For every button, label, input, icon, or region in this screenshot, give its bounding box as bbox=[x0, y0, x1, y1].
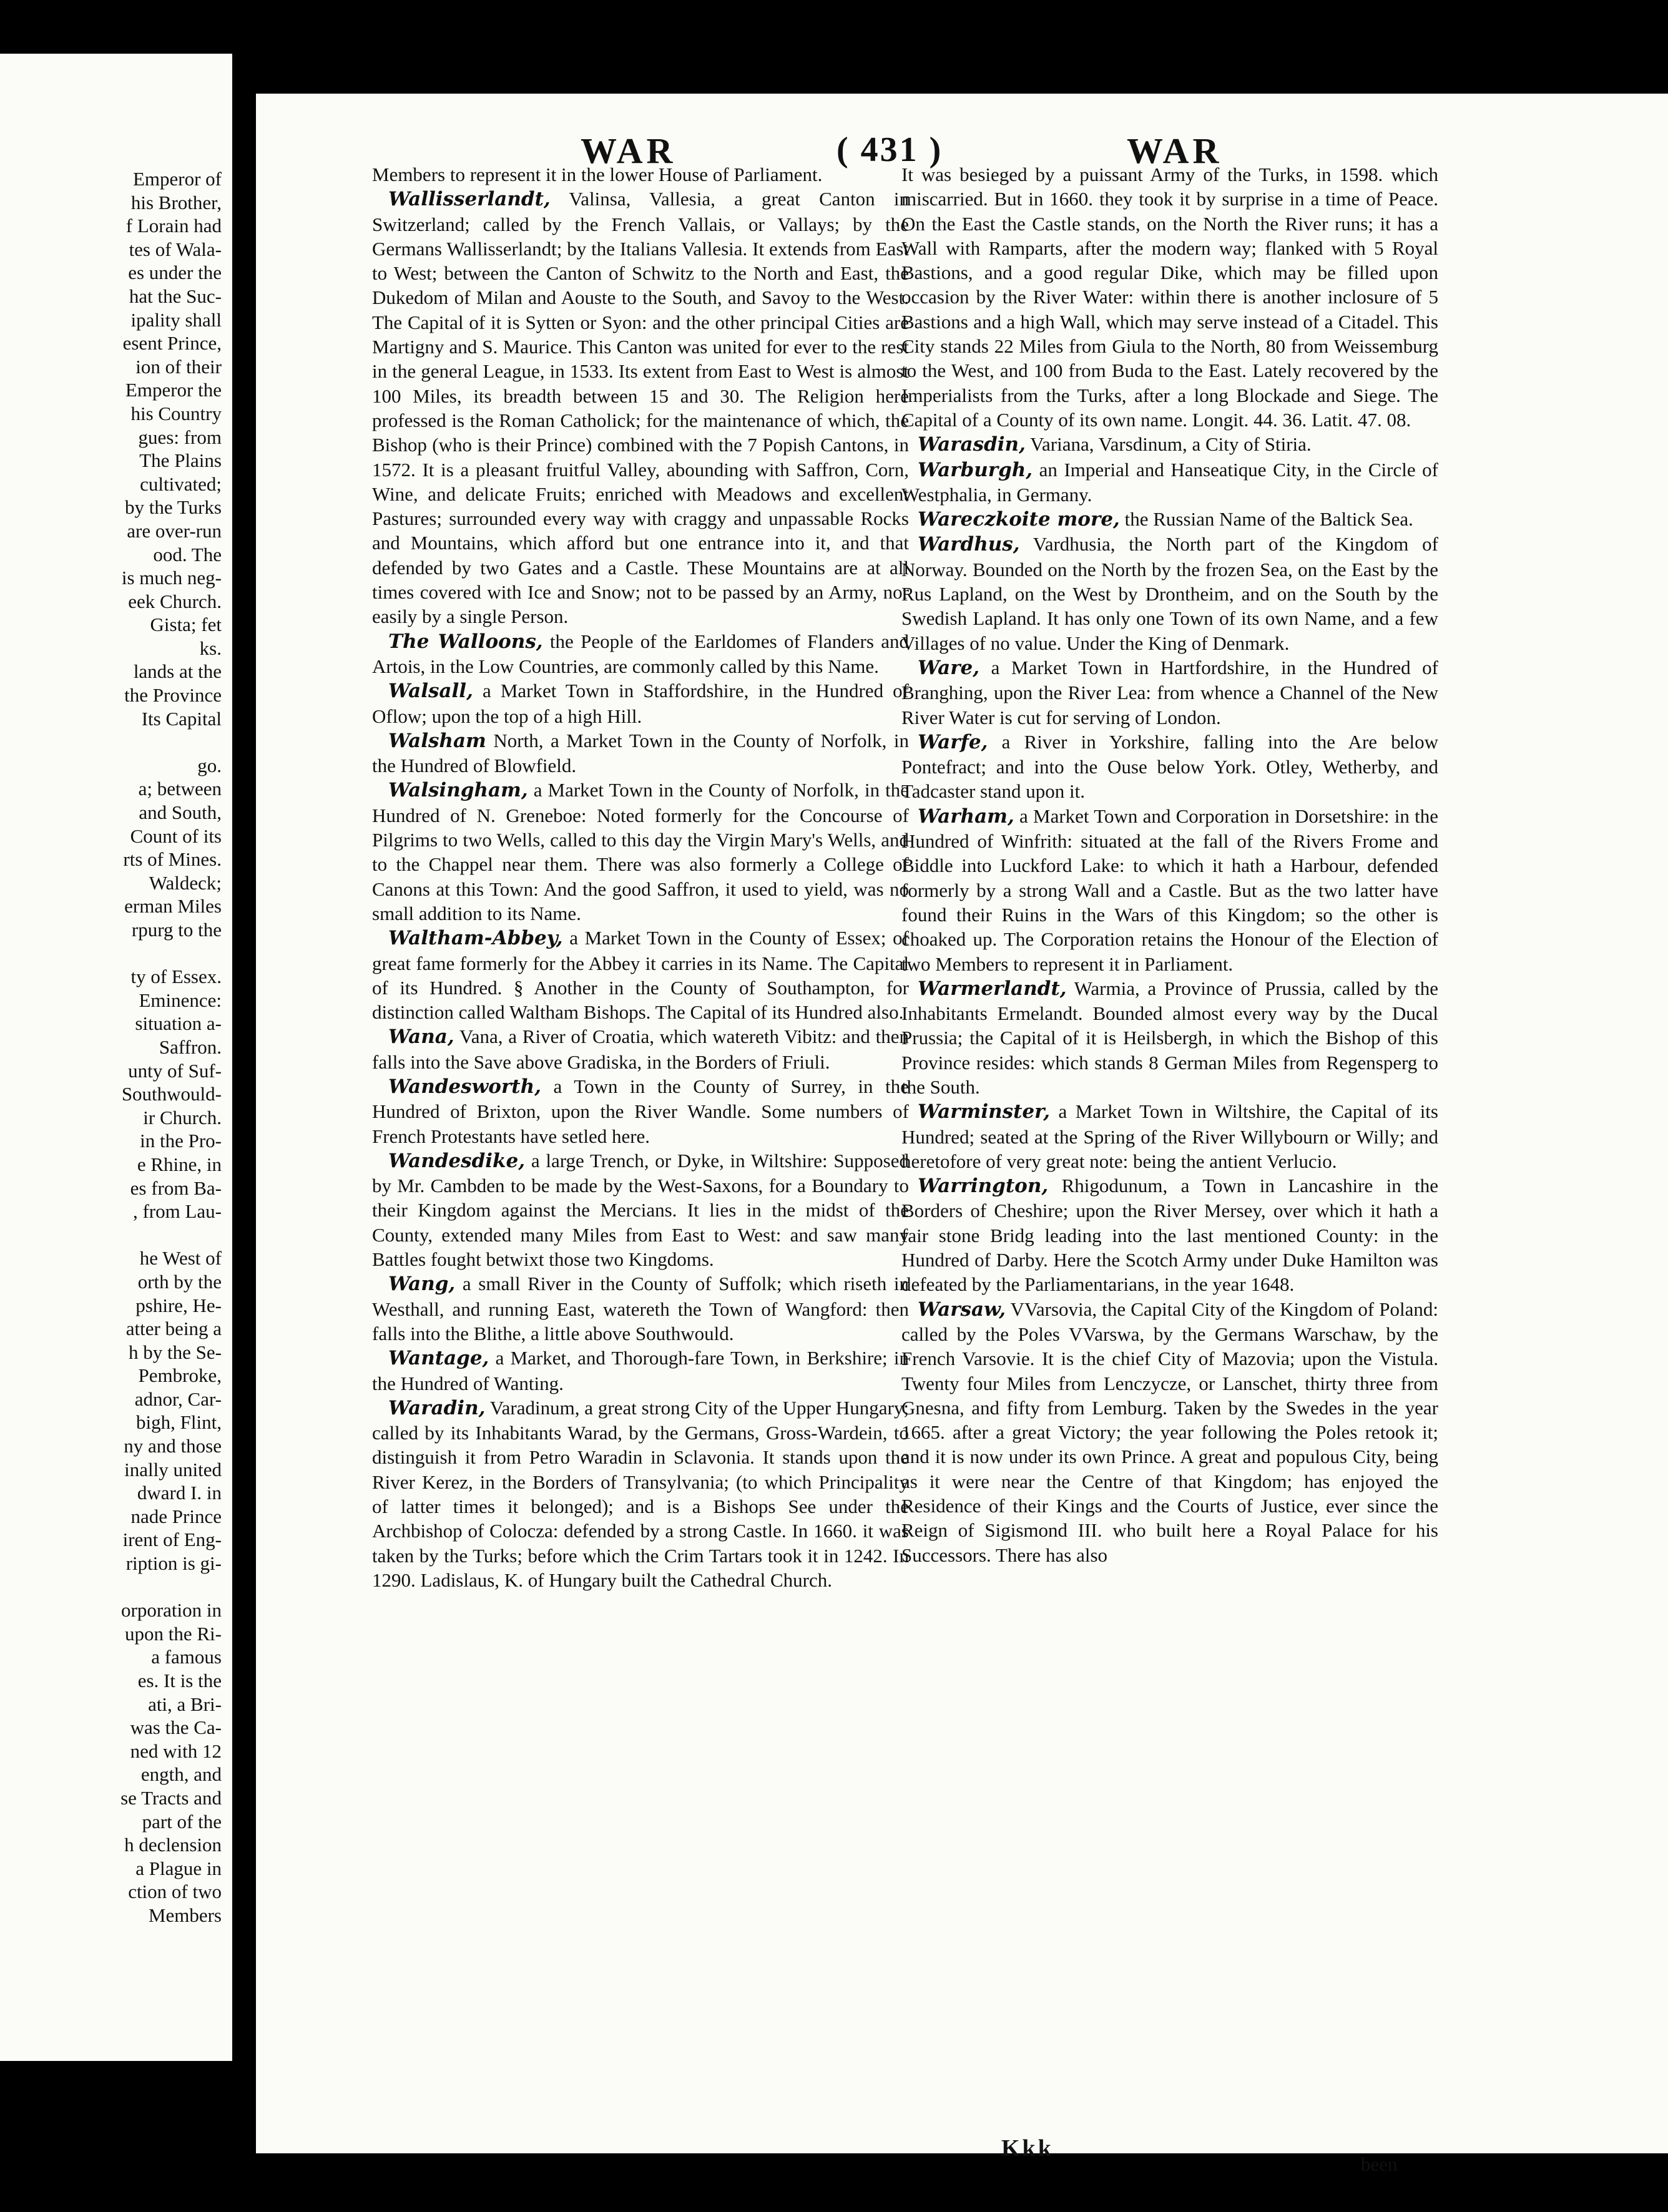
fragment-line: situation a- bbox=[135, 1012, 222, 1035]
fragment-line: e Rhine, in bbox=[137, 1153, 222, 1175]
entry-text: a small River in the County of Suffolk; which riseth in Westhall, and running East, watereth the Town of Wangford: then falls into the Blithe, a little above Southwould. bbox=[372, 1273, 909, 1344]
fragment-line: atter being a bbox=[125, 1318, 222, 1340]
entry-text: a Market, and Thorough-fare Town, in Berkshire; in the Hundred of Wanting. bbox=[372, 1347, 909, 1394]
entry bbox=[372, 1148, 909, 1271]
fragment-line: h by the Se- bbox=[129, 1341, 222, 1363]
entry bbox=[372, 926, 909, 1024]
fragment-line: esent Prince, bbox=[122, 332, 222, 355]
fragment-line: inally united bbox=[124, 1458, 222, 1480]
entry-headword: Warmerlandt, bbox=[918, 977, 1067, 1000]
fragment-line: was the Ca- bbox=[130, 1716, 222, 1739]
fragment-line: ood. The bbox=[153, 543, 222, 565]
entry bbox=[901, 804, 1438, 976]
fragment-line: Pembroke, bbox=[138, 1364, 222, 1387]
fragment-line: Gista; fet bbox=[150, 614, 222, 636]
entry-text: Valinsa, Vallesia, a great Canton in Switzerland; called by the French Vallais, or Vallays; by the Germans Wallisserlandt; by the Italians Vallesia. It extends from East to West; between the Canton of Schwitz to the North and East, the Dukedom of Milan and Aouste to the South, and Savoy to the West. The Capital of it is Sytten or Syon: and the other principal Cities are Martigny and S. Maurice. This Canton was united for ever to the rest in the general League, in 1533. Its extent from East to West is almost 100 Miles, its breadth between 15 and 30. The Religion here professed is the Roman Catholick; for the maintenance of which, the Bishop (who is their Prince) combined with the 7 Popish Cantons, in 1572. It is a pleasant fruitful Valley, abounding with Saffron, Corn, Wine, and delicate Fruits; enriched with Meadows and excellent Pastures; surrounded every way with craggy and unpassable Rocks and Mountains, which afford but one entrance into it, and that defended by two Gates and a Castle. These Mountains are at all times covered with Ice and Snow; not to be passed by an Army, nor easily by a single Person. bbox=[372, 188, 909, 628]
entry-text: Rhigodunum, a Town in Lancashire in the Borders of Cheshire; upon the River Mersey, over which it hath a fair stone Bridg leading into the last mentioned County: in the Hundred of Darby. Here the Scotch Army under Duke Hamilton was defeated by the Parliamentarians, in the year 1648. bbox=[901, 1175, 1438, 1296]
entry bbox=[372, 629, 909, 679]
fragment-line: es from Ba- bbox=[130, 1177, 222, 1199]
fragment-line: ati, a Bri- bbox=[148, 1693, 222, 1715]
entry bbox=[372, 187, 909, 629]
fragment-line: h declension bbox=[124, 1834, 222, 1856]
column-right bbox=[901, 162, 1438, 1567]
entry-headword: Warasdin, bbox=[918, 433, 1026, 456]
entry-headword: Wantage, bbox=[388, 1347, 489, 1370]
fragment-line: se Tracts and bbox=[120, 1786, 222, 1809]
fragment-line: lands at the bbox=[133, 660, 222, 683]
entry-headword: Walsingham, bbox=[388, 779, 528, 802]
entry-text: a Market Town in Wiltshire, the Capital of its Hundred; seated at the Spring of the River Willybourn or Willy; and heretofore of very great note: being the antient Verlucio. bbox=[901, 1100, 1438, 1172]
fragment-line: ipality shall bbox=[130, 308, 222, 331]
fragment-line bbox=[0, 1223, 222, 1247]
entry bbox=[901, 432, 1438, 457]
fragment-line: ny and those bbox=[124, 1435, 222, 1457]
entry bbox=[372, 1024, 909, 1074]
entry-text: Warmia, a Province of Prussia, called by the Inhabitants Ermelandt. Bounded almost every way by the Ducal Prussia; the Capital of it is Heilsbergh, in which the Bishop of this Province resides: which stands 8 German Miles from Regensperg to the South. bbox=[901, 977, 1438, 1098]
entry-text: a Market Town in Staffordshire, in the Hundred of Oflow; upon the top of a high Hill. bbox=[372, 680, 909, 727]
entry-headword: Wandesdike, bbox=[388, 1149, 526, 1172]
entry bbox=[901, 1099, 1438, 1173]
entry-headword: Warrington, bbox=[918, 1175, 1049, 1198]
fragment-line: is much neg- bbox=[121, 567, 222, 589]
entry-text: VVarsovia, the Capital City of the Kingdom of Poland: called by the Poles VVarswa, by the Germans Warschaw, by the French Varsovie. It is the chief City of Mazovia; upon the Vistula. Twenty four Miles from Lenczycze, or Lanschet, thirty three from Gnesna, and fifty from Lemburg. Taken by the Swedes in the year 1665. after a great Victory; the year following the Poles retook it; and it is now under its own Prince. A great and populous City, being as it were near the Centre of that Kingdom; has enjoyed the Residence of their Kings and the Courts of Justice, ever since the Reign of Sigismond III. who built here a Royal Palace for his Successors. There has also bbox=[901, 1298, 1438, 1566]
entry bbox=[372, 1346, 909, 1396]
entry-headword: Wareczkoite more, bbox=[918, 508, 1120, 531]
fragment-line: Members bbox=[148, 1904, 222, 1926]
entry-text: the People of the Earldomes of Flanders and Artois, in the Low Countries, are commonly called by this Name. bbox=[372, 630, 909, 677]
fragment-line: Southwould- bbox=[121, 1083, 222, 1105]
fragment-line: adnor, Car- bbox=[134, 1387, 222, 1410]
entry-text: a Market Town in the County of Essex; of great fame formerly for the Abbey it carries in its Name. The Capital of its Hundred. § Another in the County of Southampton, for distinction called Waltham Bishops. The Capital of its Hundred also. bbox=[372, 927, 909, 1024]
entry-text: a Market Town in Hartfordshire, in the Hundred of Branghing, upon the River Lea: from whence a Channel of the New River Water is cut for serving of London. bbox=[901, 656, 1438, 728]
entry-headword: The Walloons, bbox=[388, 630, 543, 653]
fragment-line: by the Turks bbox=[124, 496, 222, 519]
fragment-line: f Lorain had bbox=[125, 215, 222, 237]
entry-text: Members to represent it in the lower House of Parliament. bbox=[372, 164, 823, 185]
fragment-line: Its Capital bbox=[141, 707, 222, 730]
entry bbox=[901, 162, 1438, 432]
fragment-line: Count of its bbox=[130, 825, 222, 847]
left-page-fragment bbox=[0, 54, 232, 2061]
entry bbox=[372, 1396, 909, 1592]
fragment-line: tes of Wala- bbox=[129, 238, 222, 260]
fragment-line: and South, bbox=[139, 801, 222, 824]
entry-text: North, a Market Town in the County of Norfolk, in the Hundred of Blowfield. bbox=[372, 729, 909, 777]
entry-text: a Market Town in the County of Norfolk, in the Hundred of N. Greneboe: Noted formerly for the Concourse of Pilgrims to two Wells, called to this day the Virgin Mary's Wells, and to the Chappel near them. There was also formerly a College of Canons at this Town: And the good Saffron, it used to yield, was no small addition to its Name. bbox=[372, 779, 909, 924]
fragment-line: his Brother, bbox=[130, 191, 222, 213]
entry-headword: Walsall, bbox=[388, 680, 473, 703]
entry-text: the Russian Name of the Baltick Sea. bbox=[1119, 508, 1413, 531]
entry bbox=[372, 1271, 909, 1346]
fragment-line: eek Church. bbox=[128, 590, 222, 612]
entry bbox=[901, 1297, 1438, 1567]
entry-text: a Market Town and Corporation in Dorsetshire: in the Hundred of Winfrith: situated at the fall of the Rivers Frome and Biddle into Luckford Lake: to which it hath a Harbour, defended formerly by a strong Wall and a Castle. But as the two latter have found their Ruins in the Wars of this Kingdom; so the other is choaked up. The Corporation retains the Honour of the Election of two Members to represent it in Parliament. bbox=[901, 805, 1438, 975]
entry-headword: Warburgh, bbox=[918, 458, 1033, 481]
fragment-line: orporation in bbox=[121, 1599, 222, 1622]
fragment-line: go. bbox=[197, 754, 222, 776]
entry-text: a Town in the County of Surrey, in the Hundred of Brixton, upon the River Wandle. Some numbers of French Protestants have setled here. bbox=[372, 1075, 909, 1147]
entry-headword: Warminster, bbox=[918, 1100, 1051, 1123]
fragment-line: a Plague in bbox=[135, 1857, 222, 1879]
fragment-line: a; between bbox=[138, 778, 222, 800]
entry-text: an Imperial and Hanseatique City, in the Circle of Westphalia, in Germany. bbox=[901, 458, 1438, 506]
entry-headword: Wana, bbox=[388, 1025, 454, 1049]
entry-headword: Wallisserlandt, bbox=[388, 188, 551, 211]
entry-text: Varadinum, a great strong City of the Upper Hungary; called by its Inhabitants Warad, by the Germans, Gross-Wardein, to distinguish it from Petro Waradin in Sclavonia. It stands upon the River Kerez, in the Borders of Transylvania; (to which Principality of latter times it belonged); and is a Bishops See under the Archbishop of Colocza: defended by a strong Castle. In 1660. it was taken by the Turks; before which the Crim Tartars took it in 1242. In 1290. Ladislaus, K. of Hungary built the Cathedral Church. bbox=[372, 1396, 909, 1591]
fragment-line: rts of Mines. bbox=[123, 848, 222, 871]
fragment-line: hat the Suc- bbox=[129, 285, 222, 307]
left-column-fragment bbox=[0, 167, 222, 1927]
fragment-line: in the Pro- bbox=[140, 1130, 222, 1152]
entry bbox=[372, 1074, 909, 1148]
entry-headword: Waltham-Abbey, bbox=[388, 927, 563, 950]
entry-headword: Wardhus, bbox=[918, 533, 1020, 556]
fragment-line bbox=[0, 1575, 222, 1599]
entry bbox=[372, 678, 909, 728]
fragment-line: , from Lau- bbox=[132, 1200, 222, 1223]
fragment-line: his Country bbox=[130, 402, 222, 424]
fragment-line: dward I. in bbox=[137, 1482, 222, 1504]
entry-headword: Warsaw, bbox=[918, 1298, 1006, 1321]
page bbox=[256, 94, 1668, 2175]
fragment-line: ks. bbox=[199, 637, 222, 659]
entry bbox=[901, 458, 1438, 507]
fragment-line: the Province bbox=[124, 684, 222, 707]
running-head-left: WAR bbox=[581, 130, 677, 171]
entry-text: a large Trench, or Dyke, in Wiltshire: Supposed by Mr. Cambden to be made by the West-Saxons, for a Boundary to their Kingdom against the Mercians. It lies in the midst of the County, extended many Miles from East to West: and saw many Battles fought betwixt those two Kingdoms. bbox=[372, 1149, 909, 1271]
fragment-line: Waldeck; bbox=[149, 871, 222, 894]
page-number: ( 431 ) bbox=[836, 130, 943, 169]
entry-text: Vardhusia, the North part of the Kingdom of Norway. Bounded on the North by the frozen Sea, on the East by the Rus Lapland, on the West by Drontheim, and on the South by the Swedish Lapland. It has only one Town of its own Name, and a few Villages of no value. Under the King of Denmark. bbox=[901, 533, 1438, 654]
fragment-line: Eminence: bbox=[139, 989, 222, 1011]
fragment-line: Emperor the bbox=[125, 379, 222, 401]
fragment-line bbox=[0, 730, 222, 754]
fragment-line: es under the bbox=[128, 262, 222, 284]
entry bbox=[901, 507, 1438, 532]
entry-headword: Wandesworth, bbox=[388, 1075, 541, 1098]
catchword: been bbox=[1361, 2153, 1398, 2175]
entry bbox=[372, 728, 909, 778]
entry bbox=[901, 532, 1438, 655]
entry-headword: Warfe, bbox=[918, 730, 988, 753]
running-head-right: WAR bbox=[1127, 130, 1223, 171]
fragment-line: Saffron. bbox=[159, 1035, 222, 1058]
fragment-line: orth by the bbox=[137, 1270, 222, 1293]
fragment-line: ription is gi- bbox=[125, 1552, 222, 1575]
fragment-line: The Plains bbox=[139, 449, 222, 472]
fragment-line: he West of bbox=[139, 1247, 222, 1270]
fragment-line: ir Church. bbox=[143, 1106, 222, 1128]
fragment-line: Emperor of bbox=[132, 168, 222, 190]
entry bbox=[901, 655, 1438, 730]
fragment-line: cultivated; bbox=[140, 472, 222, 495]
entry-headword: Waradin, bbox=[388, 1396, 486, 1419]
entry-headword: Ware, bbox=[918, 656, 980, 679]
entry-headword: Warham, bbox=[918, 805, 1014, 828]
fragment-line: ty of Essex. bbox=[130, 966, 222, 988]
entry bbox=[372, 778, 909, 926]
fragment-line: bigh, Flint, bbox=[136, 1411, 222, 1434]
fragment-line: es. It is the bbox=[137, 1670, 222, 1691]
fragment-line: are over-run bbox=[127, 519, 222, 542]
entry-text: Vana, a River of Croatia, which watereth Vibitz: and then falls into the Save above Gradiska, in the Borders of Friuli. bbox=[372, 1025, 909, 1073]
fragment-line: erman Miles bbox=[124, 895, 222, 918]
fragment-line: ction of two bbox=[128, 1881, 222, 1903]
entry-text: a River in Yorkshire, falling into the Are below Pontefract; and into the Ouse below York. Otley, Wetherby, and Tadcaster stand upon it. bbox=[901, 730, 1438, 803]
entry-headword: Wang, bbox=[388, 1273, 456, 1296]
fragment-line: irent of Eng- bbox=[122, 1529, 222, 1551]
column-left bbox=[372, 162, 909, 1592]
entry-text: Variana, Varsdinum, a City of Stiria. bbox=[1025, 433, 1312, 456]
fragment-line: gues: from bbox=[138, 426, 222, 448]
fragment-line: ion of their bbox=[135, 355, 222, 378]
entry-headword: Walsham bbox=[388, 729, 486, 752]
fragment-line: nade Prince bbox=[130, 1505, 222, 1527]
fragment-line: part of the bbox=[142, 1810, 222, 1833]
entry bbox=[372, 162, 909, 187]
fragment-line: rpurg to the bbox=[131, 919, 222, 941]
entry-text: It was besieged by a puissant Army of the Turks, in 1598. which miscarried. But in 1660. they took it by surprise in a time of Peace. On the East the Castle stands, on the North the River runs; it has a Wall with Ramparts, after the modern way; flanked with 5 Royal Bastions, and a good regular Dike, which may be filled upon occasion by the River Water: within there is another inclosure of 5 Bastions and a high Wall, which may serve instead of a Citadel. This City stands 22 Miles from Giula to the North, 80 from Weissemburg to the West, and 100 from Buda to the East. Lately recovered by the Imperialists from the Turks, after a long Blockade and Siege. The Capital of a County of its own name. Longit. 44. 36. Latit. 47. 08. bbox=[901, 164, 1438, 431]
fragment-line: a famous bbox=[151, 1646, 222, 1668]
fragment-line: ength, and bbox=[140, 1763, 222, 1786]
fragment-line: pshire, He- bbox=[135, 1294, 222, 1316]
signature-mark: Kkk bbox=[1001, 2135, 1054, 2161]
entry bbox=[901, 976, 1438, 1099]
fragment-line: unty of Suf- bbox=[128, 1059, 222, 1082]
entry bbox=[901, 1173, 1438, 1296]
fragment-line: ned with 12 bbox=[130, 1740, 222, 1762]
fragment-line: upon the Ri- bbox=[125, 1622, 222, 1645]
fragment-line bbox=[0, 942, 222, 966]
entry bbox=[901, 730, 1438, 804]
